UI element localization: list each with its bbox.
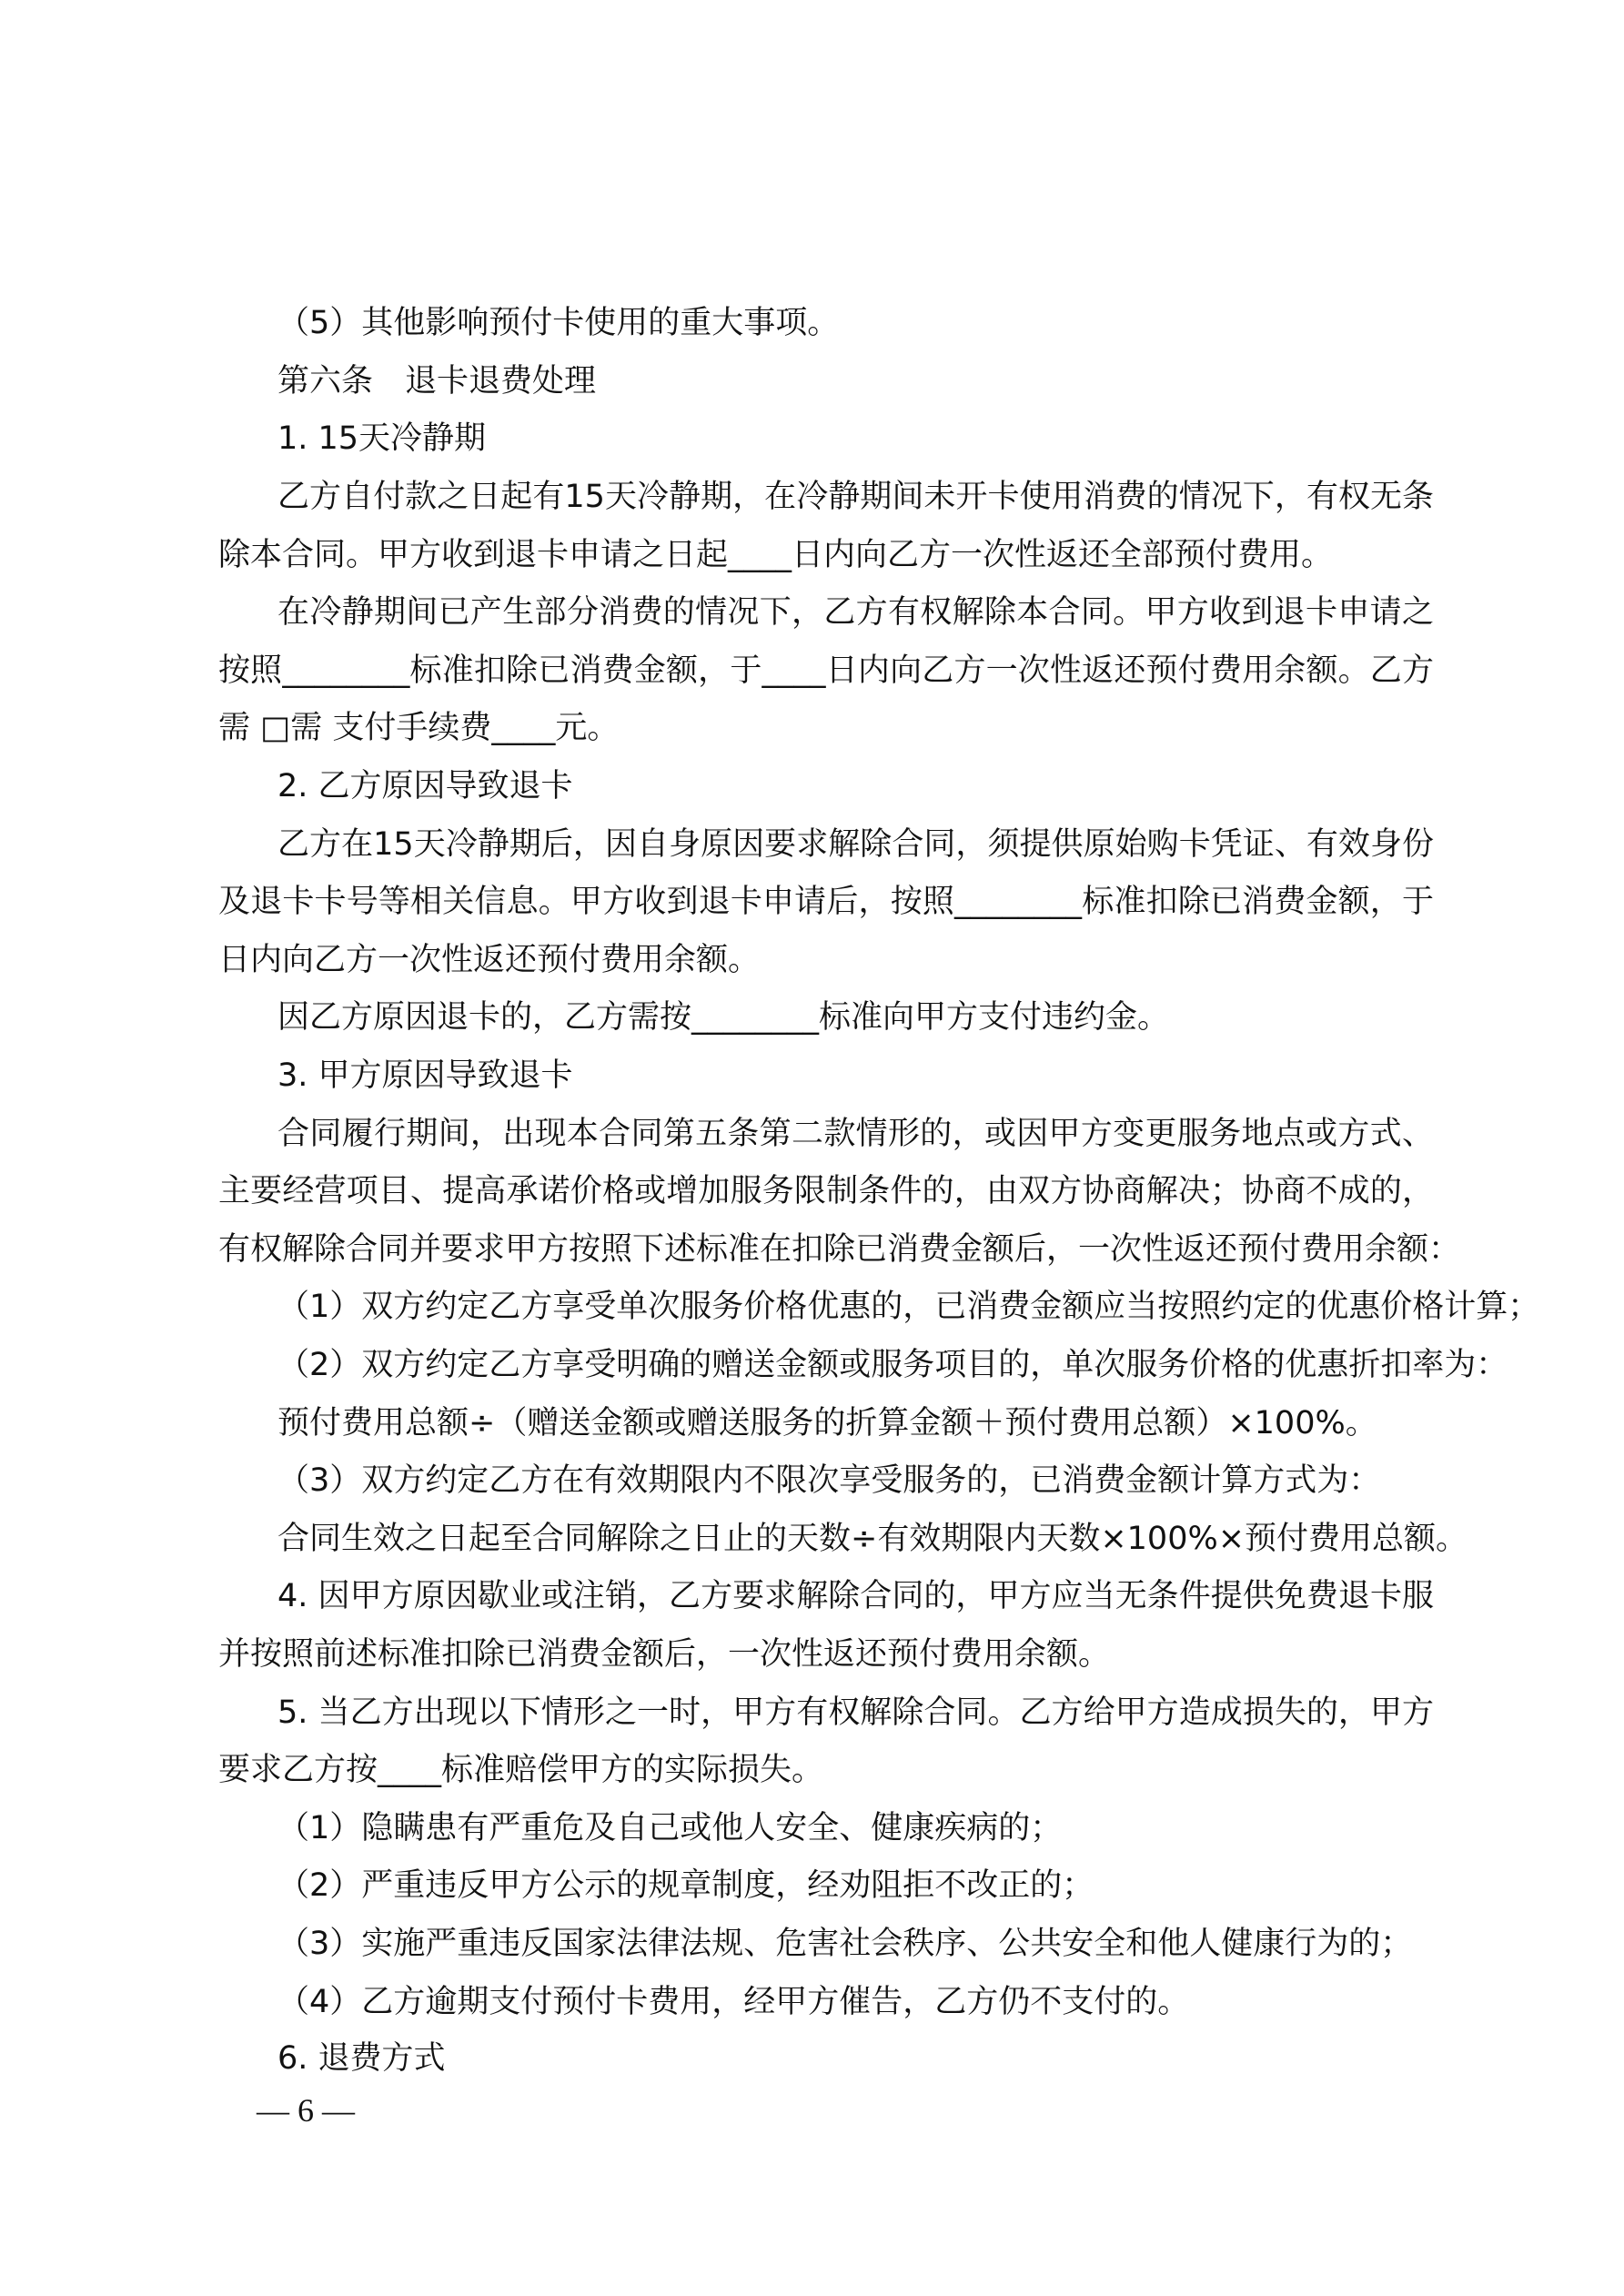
paragraph-line: 要求乙方按____标准赔偿甲方的实际损失。	[218, 1752, 824, 1788]
paragraph-line: 4. 因甲方原因歇业或注销，乙方要求解除合同的，甲方应当无条件提供免费退卡服	[277, 1578, 1434, 1614]
section-heading: 6. 退费方式	[277, 2040, 446, 2077]
section-heading: 3. 甲方原因导致退卡	[277, 1057, 573, 1094]
list-item: （2）双方约定乙方享受明确的赠送金额或服务项目的，单次服务价格的优惠折扣率为：	[277, 1347, 1508, 1383]
paragraph-line: 日内向乙方一次性返还预付费用余额。	[218, 942, 761, 978]
list-item: （3）实施严重违反国家法律法规、危害社会秩序、公共安全和他人健康行为的；	[277, 1926, 1413, 1962]
list-item: （3）双方约定乙方在有效期限内不限次享受服务的，已消费金额计算方式为：	[277, 1462, 1381, 1499]
paragraph-line: 乙方自付款之日起有15天冷静期，在冷静期间未开卡使用消费的情况下，有权无条	[277, 479, 1434, 515]
paragraph-line: 需 □需 支付手续费____元。	[218, 710, 620, 746]
paragraph-line: 合同履行期间，出现本合同第五条第二款情形的，或因甲方变更服务地点或方式、	[277, 1116, 1434, 1152]
paragraph-line: 按照________标准扣除已消费金额，于____日内向乙方一次性返还预付费用余额。乙方	[218, 652, 1434, 689]
paragraph-line: 除本合同。甲方收到退卡申请之日起____日内向乙方一次性返还全部预付费用。	[218, 537, 1334, 573]
page-number: — 6 —	[257, 2092, 355, 2129]
paragraph-line: 因乙方原因退卡的，乙方需按________标准向甲方支付违约金。	[277, 999, 1170, 1036]
list-item: （1）双方约定乙方享受单次服务价格优惠的，已消费金额应当按照约定的优惠价格计算；	[277, 1289, 1540, 1325]
formula-line: 合同生效之日起至合同解除之日止的天数÷有效期限内天数×100%×预付费用总额。	[277, 1521, 1468, 1557]
paragraph-line: （5）其他影响预付卡使用的重大事项。	[277, 305, 840, 341]
paragraph-line: 及退卡卡号等相关信息。甲方收到退卡申请后，按照________标准扣除已消费金额，于	[218, 884, 1434, 920]
list-item: （2）严重违反甲方公示的规章制度，经劝阻拒不改正的；	[277, 1867, 1094, 1904]
paragraph-line: 有权解除合同并要求甲方按照下述标准在扣除已消费金额后，一次性返还预付费用余额：	[218, 1231, 1461, 1268]
paragraph-line: 5. 当乙方出现以下情形之一时，甲方有权解除合同。乙方给甲方造成损失的，甲方	[277, 1694, 1434, 1731]
list-item: （4）乙方逾期支付预付卡费用，经甲方催告，乙方仍不支付的。	[277, 1984, 1190, 2020]
list-item: （1）隐瞒患有严重危及自己或他人安全、健康疾病的；	[277, 1810, 1063, 1846]
paragraph-line: 乙方在15天冷静期后，因自身原因要求解除合同，须提供原始购卡凭证、有效身份	[277, 826, 1434, 863]
paragraph-line: 主要经营项目、提高承诺价格或增加服务限制条件的，由双方协商解决；协商不成的，	[218, 1173, 1434, 1209]
article-heading: 第六条 退卡退费处理	[277, 363, 597, 400]
section-heading: 2. 乙方原因导致退卡	[277, 768, 573, 804]
section-heading: 1. 15天冷静期	[277, 420, 487, 457]
formula-line: 预付费用总额÷（赠送金额或赠送服务的折算金额＋预付费用总额）×100%。	[277, 1405, 1377, 1441]
paragraph-line: 在冷静期间已产生部分消费的情况下，乙方有权解除本合同。甲方收到退卡申请之	[277, 594, 1434, 631]
paragraph-line: 并按照前述标准扣除已消费金额后，一次性返还预付费用余额。	[218, 1636, 1111, 1673]
